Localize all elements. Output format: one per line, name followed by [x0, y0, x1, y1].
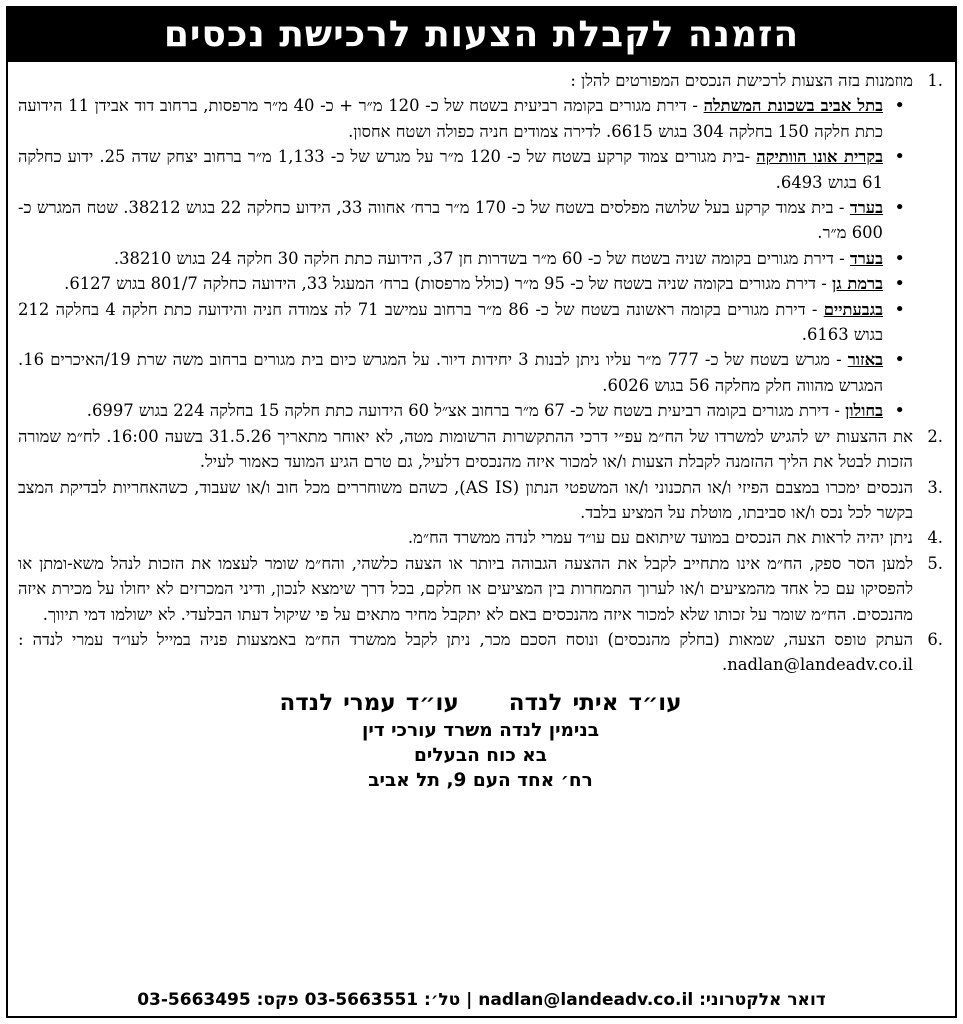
- signatory-name: עו״ד איתי לנדה: [508, 689, 682, 716]
- legal-notice: [6, 6, 957, 1018]
- law-firm-name: בנימין לנדה משרד עורכי דין: [361, 719, 600, 741]
- property-location: בגבעתיים: [823, 299, 884, 319]
- property-details: - מגרש בשטח של כ- 777 מ״ר עליו ניתן לבנות 3 יחידות דיור. על המגרש כיום בית מגורים ברחוב משה שרת 19/האיכרים 16. המגרש מהווה חלק מחלקה 56 בגוש 6026.: [18, 350, 883, 395]
- clause-6: [18, 627, 943, 678]
- clause-number: 5.: [927, 553, 943, 573]
- clause-3: [18, 475, 943, 526]
- property-location: ברמת גן: [832, 274, 883, 294]
- notice-title: הזמנה לקבלת הצעות לרכישת נכסים: [8, 8, 955, 62]
- property-location: בערד: [849, 248, 883, 268]
- property-details: -בית מגורים צמוד קרקע בשטח של כ- 120 מ״ר על מגרש של כ- 1,133 מ״ר ברחוב יצחק שדה 25. ידוע כחלקה 61 בגוש 6493.: [18, 147, 883, 192]
- clause-1: [18, 68, 943, 424]
- clause-text: הנכסים ימכרו במצבם הפיזי ו/או התכנוני ו/או המשפטי הנתון (AS IS), כשהם משוחררים מכל חוב ו/או שעבוד, כשהאחריות לבדיקת המצב בקשר לכל נכס ו/או סביבתו, מוטלת על המציע בלבד.: [18, 477, 913, 522]
- signature-block: [18, 688, 943, 793]
- clause-number: 3.: [927, 477, 943, 497]
- clause-number: 1.: [927, 71, 943, 90]
- property-item: [18, 93, 913, 144]
- notice-body: [8, 62, 955, 793]
- signatory-name: עו״ד עמרי לנדה: [279, 689, 459, 716]
- property-location: באזור: [847, 350, 883, 370]
- clause-number: 6.: [927, 629, 943, 649]
- property-location: בתל אביב בשכונת המשתלה: [703, 96, 883, 116]
- property-details: - דירת מגורים בקומה רביעית בשטח של כ- 67 מ״ר ברחוב אצ״ל 60 הידועה כתת חלקה 15 בחלקה 224 בגוש 6997.: [86, 401, 846, 421]
- property-details: - דירת מגורים בקומה רביעית בשטח של כ- 120 מ״ר + כ- 40 מ״ר מרפסות, ברחוב דוד אבידן 11 הידועה כתת חלקה 150 בחלקה 304 בגוש 6615. לדירה צמודים חניה כפולה ושטח אחסון.: [18, 96, 883, 141]
- property-item: [18, 246, 913, 271]
- property-location: בערד: [849, 198, 883, 218]
- property-list: [18, 93, 913, 423]
- signatory-capacity: בא כוח הבעלים: [413, 744, 547, 766]
- property-item: [18, 144, 913, 195]
- property-item: [18, 297, 913, 348]
- property-item: [18, 347, 913, 398]
- clause-text: ניתן יהיה לראות את הנכסים במועד שיתואם עם עו״ד עמרי לנדה ממשרד הח״מ.: [407, 528, 913, 548]
- property-details: - דירת מגורים בקומה שניה בשטח של כ- 95 מ״ר (כולל מרפסות) ברח׳ המעגל 33, הידועה כחלקה 801/7 בגוש 6127.: [64, 274, 833, 294]
- clause-text: את ההצעות יש להגיש למשרדו של הח״מ עפ״י דרכי ההתקשרות הרשומות מטה, לא יאוחר מתאריך 31.5.26 בשעה 16:00. לח״מ שמורה הזכות לבטל את הליך ההזמנה לקבלת הצעות ו/או למכור איזה מהנכסים דלעיל, גם טרם הגיע המועד כאמור לעיל.: [18, 426, 913, 472]
- property-location: בחולון: [845, 401, 883, 421]
- clause-number: 2.: [927, 426, 943, 446]
- property-item: [18, 398, 913, 423]
- property-details: - בית צמוד קרקע בעל שלושה מפלסים בשטח של כ- 170 מ״ר ברח׳ אחווה 33, הידוע כחלקה 22 בגוש 38212. שטח המגרש כ- 600 מ״ר.: [18, 198, 883, 243]
- clause-4: [18, 525, 943, 550]
- clause-2: [18, 424, 943, 475]
- property-item: [18, 195, 913, 246]
- clause-text: למען הסר ספק, הח״מ אינו מתחייב לקבל את ההצעה הגבוהה ביותר או הצעה כלשהי, והח״מ שומר לעצמו את הזכות לנהל משא-ומתן או להפסיקו עם כל אחד מהמציעים ו/או לערוך התמחרות בין המציעים או חלקם, בכל דרך שימצא לנכון, ודיני המכרזים לא יחולו על מכירת איזה מהנכסים. הח״מ שומר על זכותו שלא למכור איזה מהנכסים באם לא יתקבל מחיר מתאים על פי שיקול דעתו הבלעדי. לא ישולמו דמי תיווך.: [18, 553, 913, 624]
- contact-line: דואר אלקטרוני: nadlan@landeadv.co.il | טל׳: 03-5663551 פקס: 03-5663495: [137, 990, 826, 1010]
- firm-address: רח׳ אחד העם 9, תל אביב: [368, 769, 593, 791]
- clause-number: 4.: [927, 528, 943, 548]
- signatory-names: [18, 688, 943, 718]
- property-details: - דירת מגורים בקומה שניה בשטח של כ- 60 מ״ר בשדרות חן 37, הידועה כתת חלקה 30 חלקה 24 בגוש 38210.: [113, 248, 850, 268]
- property-item: [18, 271, 913, 296]
- clause-intro: מוזמנות בזה הצעות לרכישת הנכסים המפורטים להלן :: [570, 71, 913, 90]
- clause-5: [18, 551, 943, 627]
- property-location: בקרית אונו הוותיקה: [756, 147, 883, 167]
- property-details: - דירת מגורים בקומה ראשונה בשטח של כ- 86 מ״ר ברחוב עמישב 71 לה צמודה חניה והידועה כתת חלקה 4 בחלקה 212 בגוש 6163.: [18, 299, 883, 345]
- clause-text: העתק טופס הצעה, שמאות (בחלק מהנכסים) ונוסח הסכם מכר, ניתן לקבל ממשרד הח״מ באמצעות פניה במייל לעו״ד עמרי לנדה : nadlan@landeadv.co.il.: [18, 629, 913, 675]
